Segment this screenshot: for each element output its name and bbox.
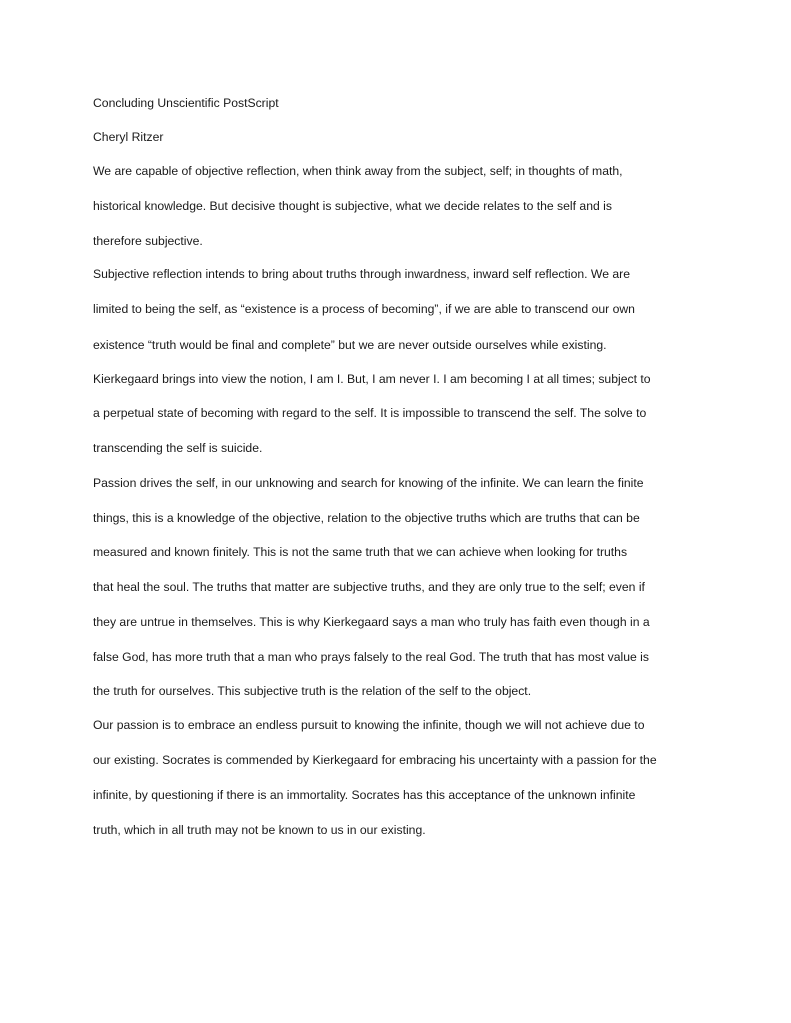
paragraph-3-line-2: a perpetual state of becoming with regard to the self. It is impossible to transcend the self. The solve to — [93, 406, 647, 420]
paragraph-4-line-3: measured and known finitely. This is not the same truth that we can achieve when looking for truths — [93, 545, 628, 559]
author-name: Cheryl Ritzer — [93, 130, 164, 144]
paragraph-4-line-5: they are untrue in themselves. This is why Kierkegaard says a man who truly has faith even though in a — [93, 615, 650, 629]
paragraph-1-line-1: We are capable of objective reflection, when think away from the subject, self; in thoughts of math, — [93, 164, 623, 178]
paragraph-2-line-1: Subjective reflection intends to bring about truths through inwardness, inward self reflection. We are — [93, 267, 630, 281]
paragraph-5-line-2: our existing. Socrates is commended by Kierkegaard for embracing his uncertainty with a passion for the — [93, 753, 657, 767]
paragraph-5-line-3: infinite, by questioning if there is an immortality. Socrates has this acceptance of the unknown infinite — [93, 788, 636, 802]
paragraph-4-line-7: the truth for ourselves. This subjective truth is the relation of the self to the object. — [93, 684, 532, 698]
paragraph-3-line-3: transcending the self is suicide. — [93, 441, 263, 455]
paragraph-5-line-4: truth, which in all truth may not be known to us in our existing. — [93, 823, 426, 837]
paragraph-4-line-2: things, this is a knowledge of the objective, relation to the objective truths which are truths that can be — [93, 511, 640, 525]
paragraph-2-line-2: limited to being the self, as “existence is a process of becoming”, if we are able to transcend our own — [93, 302, 635, 316]
paragraph-4-line-4: that heal the soul. The truths that matter are subjective truths, and they are only true to the self; even if — [93, 580, 645, 594]
paragraph-3-line-1: Kierkegaard brings into view the notion, I am I. But, I am never I. I am becoming I at all times; subject to — [93, 372, 651, 386]
paragraph-1-line-3: therefore subjective. — [93, 234, 203, 248]
paragraph-2-line-3: existence “truth would be final and complete” but we are never outside ourselves while existing. — [93, 338, 607, 352]
paragraph-5-line-1: Our passion is to embrace an endless pursuit to knowing the infinite, though we will not achieve due to — [93, 718, 645, 732]
paragraph-4-line-1: Passion drives the self, in our unknowing and search for knowing of the infinite. We can learn the finite — [93, 476, 644, 490]
document-title: Concluding Unscientific PostScript — [93, 96, 279, 110]
paragraph-4-line-6: false God, has more truth that a man who prays falsely to the real God. The truth that has most value is — [93, 650, 649, 664]
paragraph-1-line-2: historical knowledge. But decisive thought is subjective, what we decide relates to the self and is — [93, 199, 612, 213]
